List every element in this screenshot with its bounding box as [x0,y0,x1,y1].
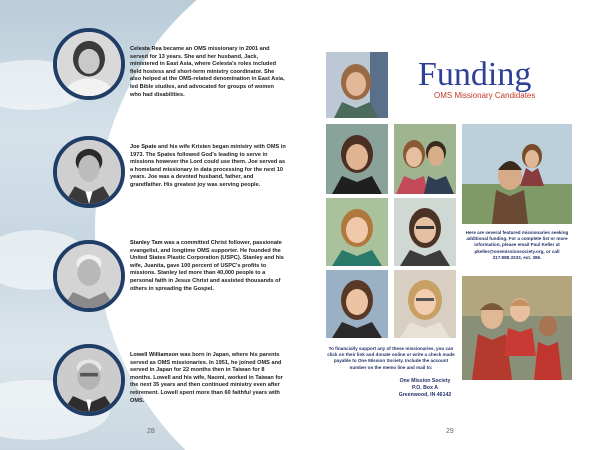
portrait-icon [394,198,456,266]
bio-photo-2 [53,136,125,208]
portrait-icon [57,348,121,412]
page-number-left: 28 [147,428,155,435]
page-number-right: 29 [446,428,454,435]
bio-photo-4 [53,344,125,416]
portrait-icon [326,198,388,266]
candidate-photo-5[interactable] [326,198,388,266]
address-box: P.O. Box A [412,385,438,392]
bio-text-4 [130,352,286,405]
bio-body: became an OMS missionary in 2001 and served for 13 years. She and her husband, Jack, ministered in East Asia, where Celesta's roles included field hostess and short-term ministry coordinator. She also helped at the OMS-related denomination in East Asia, led Bible studies, and advocated for groups of women who had disabilities. [130,46,285,98]
mailing-address [350,378,500,400]
candidate-photo-6[interactable] [394,198,456,266]
portrait-icon [57,244,121,308]
candidate-photo-2[interactable] [326,124,388,194]
bio-photo-3 [53,240,125,312]
bio-text-2 [130,144,286,190]
address-city: Greenwood, IN 46142 [398,392,452,399]
bio-text-3 [130,240,286,293]
bio-text-1 [130,46,286,99]
candidate-photo-7[interactable] [326,270,388,338]
bio-body: was born in Japan, where his parents served as OMS missionaries. In 1951, he joined OMS and served in Japan for 22 months then in Taiwan for 8 months. Lowell and his wife, Naomi, worked in Taiwan for the next 35 years and then continued ministry even after retirement. Lowell spent more than 60 faithful years with OMS. [130,352,283,404]
address-org: One Mission Society [399,378,451,384]
candidate-photo-4[interactable] [462,124,572,224]
page-title: Funding [418,56,532,93]
bio-name: Stanley Tam [130,240,163,246]
page-subtitle: OMS Missionary Candidates [434,91,536,100]
bio-body: was a committed Christ follower, passionate evangelist, and longtime OMS supporter. He founded the United States Plastic Corporation (USPC). Stanley and his wife, Juanita, gave 100 percent of USPC's profits to missions. Stanley led more than 40,000 people to a personal faith in Jesus Christ and assisted thousands of others in spreading the Gospel. [130,240,284,292]
candidate-photo-8[interactable] [394,270,456,338]
bio-name: Celesta Rea [130,46,162,52]
support-info-text: To financially support any of these missionaries, you can click on their link and donate online or write a check made payable to One Mission Society. Include the account number on the memo line and mail to: [327,346,455,370]
bio-name: Lowell Williamson [130,352,179,358]
right-page [300,0,600,450]
portrait-icon [57,140,121,204]
portrait-icon [394,270,456,338]
featured-info-text: Here are several featured missionaries seeking additional funding. For a complete list or more information, please email Paul Keller at pkeller@onemissionsociety.org, or call 317.888.3333, ext. 386. [465,230,569,260]
portrait-icon [394,124,456,194]
candidate-photo-1[interactable] [326,52,388,118]
portrait-icon [462,124,572,224]
portrait-icon [462,276,572,380]
portrait-icon [326,124,388,194]
bio-photo-1 [53,28,125,100]
bio-name: Joe Spate [130,144,157,150]
portrait-icon [326,52,388,118]
portrait-icon [326,270,388,338]
candidate-photo-9[interactable] [462,276,572,380]
bio-body: and his wife Kristen began ministry with OMS in 1973. The Spates followed God's leading to serve in missions however the Lord could use them. Joe served as a homeland missionary in data processing for the next 10 years. Joe was a devoted husband, father, and grandfather. His greatest joy was serving people. [130,144,286,188]
portrait-icon [57,32,121,96]
candidate-photo-3[interactable] [394,124,456,194]
